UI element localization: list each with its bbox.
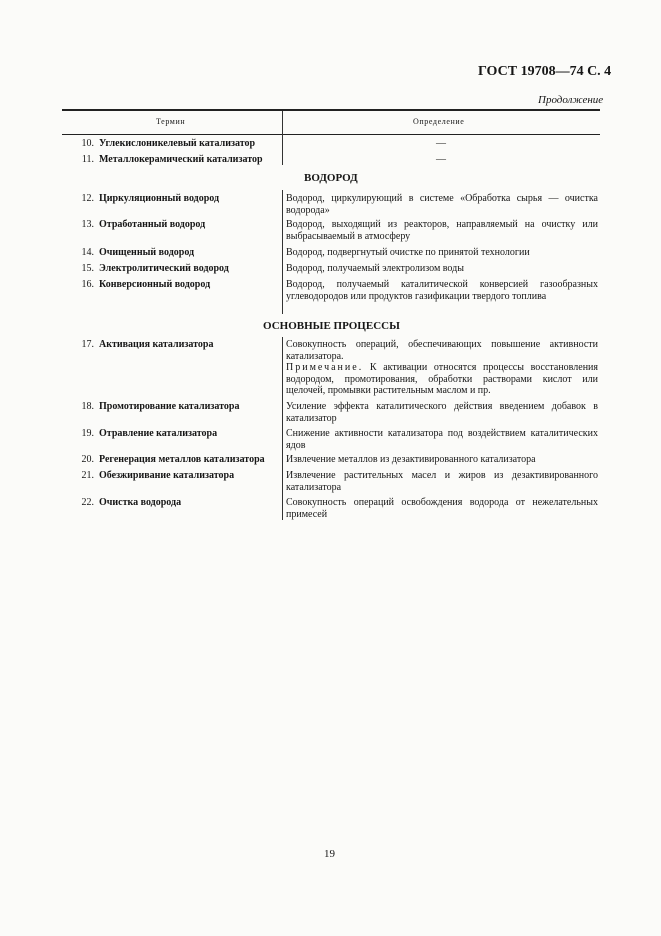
definition-row-15: Водород, получаемый электролизом воды	[286, 263, 464, 274]
term-row-16	[80, 279, 210, 290]
definition-row-10: —	[436, 138, 446, 149]
term-number: 19.	[81, 428, 94, 439]
term-row-21	[80, 470, 234, 481]
section-heading-hydrogen: ВОДОРОД	[304, 172, 358, 184]
definition-row-12: Водород, циркулирующий в системе «Обработка сырья — очистка водорода»	[286, 193, 598, 216]
term-row-17	[80, 339, 213, 350]
definition-row-18: Усиление эффекта каталитического действия введением добавок в катализатор	[286, 401, 598, 424]
column-divider	[282, 111, 283, 165]
term-row-13	[80, 219, 205, 230]
term-row-12	[80, 193, 219, 204]
term-name: Очищенный водород	[99, 247, 195, 258]
term-number: 10.	[81, 138, 94, 149]
term-name: Электролитический водород	[99, 263, 229, 274]
term-name: Очистка водорода	[99, 497, 182, 508]
definition-text: Совокупность операций, обеспечивающих повышение активности катализатора.	[286, 339, 598, 362]
term-number: 16.	[81, 279, 94, 290]
term-number: 21.	[81, 470, 94, 481]
definition-row-13: Водород, выходящий из реакторов, направляемый на очистку или выбрасываемый в атмосферу	[286, 219, 598, 242]
definition-row-19: Снижение активности катализатора под воздействием каталитических ядов	[286, 428, 598, 451]
term-name: Конверсионный водород	[99, 279, 211, 290]
definition-note	[286, 362, 598, 397]
definition-row-21: Извлечение растительных масел и жиров из дезактивированного катализатора	[286, 470, 598, 493]
term-name: Циркуляционный водород	[99, 193, 220, 204]
term-name: Регенерация металлов катализатора	[99, 454, 265, 465]
term-name: Обезжиривание катализатора	[99, 470, 235, 481]
note-label: Примечание.	[286, 362, 364, 373]
page-number: 19	[324, 848, 335, 860]
definition-row-22: Совокупность операций освобождения водорода от нежелательных примесей	[286, 497, 598, 520]
column-header-definition: Определение	[413, 117, 465, 126]
term-number: 11.	[81, 154, 94, 165]
term-number: 20.	[81, 454, 94, 465]
term-row-15	[80, 263, 229, 274]
term-number: 14.	[81, 247, 94, 258]
definition-row-20: Извлечение металлов из дезактивированного катализатора	[286, 454, 536, 465]
document-code: ГОСТ 19708—74 С. 4	[478, 64, 612, 79]
continuation-label: Продолжение	[538, 94, 604, 106]
column-header-term: Термин	[156, 117, 186, 126]
note-text: К активации относятся процессы восстановления водородом, промотирования, обработки растворами кислот или щелочей, промывки растительным маслом и пр.	[286, 362, 599, 396]
term-name: Углекислоникелевый катализатор	[99, 138, 256, 149]
term-name: Металлокерамический катализатор	[99, 154, 263, 165]
term-row-19	[80, 428, 217, 439]
term-row-22	[80, 497, 181, 508]
table-top-rule	[62, 109, 600, 111]
term-row-14	[80, 247, 194, 258]
term-row-10	[80, 138, 255, 149]
term-number: 18.	[81, 401, 94, 412]
term-number: 12.	[81, 193, 94, 204]
definition-row-14: Водород, подвергнутый очистке по принятой технологии	[286, 247, 530, 258]
definition-row-16: Водород, получаемый каталитической конверсией газообразных углеводородов или продуктов газификации твердого топлива	[286, 279, 598, 302]
term-row-18	[80, 401, 240, 412]
term-row-11	[80, 154, 263, 165]
column-divider	[282, 190, 283, 314]
section-heading-processes: ОСНОВНЫЕ ПРОЦЕССЫ	[263, 320, 400, 332]
term-number: 22.	[81, 497, 94, 508]
term-row-20	[80, 454, 265, 465]
term-number: 17.	[81, 339, 94, 350]
column-divider	[282, 337, 283, 520]
table-header-rule	[62, 134, 600, 135]
definition-row-11: —	[436, 154, 446, 165]
term-name: Промотирование катализатора	[99, 401, 240, 412]
definition-row-17	[286, 339, 598, 397]
term-number: 13.	[81, 219, 94, 230]
term-name: Отработанный водород	[99, 219, 206, 230]
term-name: Активация катализатора	[99, 339, 214, 350]
term-number: 15.	[81, 263, 94, 274]
term-name: Отравление катализатора	[99, 428, 218, 439]
